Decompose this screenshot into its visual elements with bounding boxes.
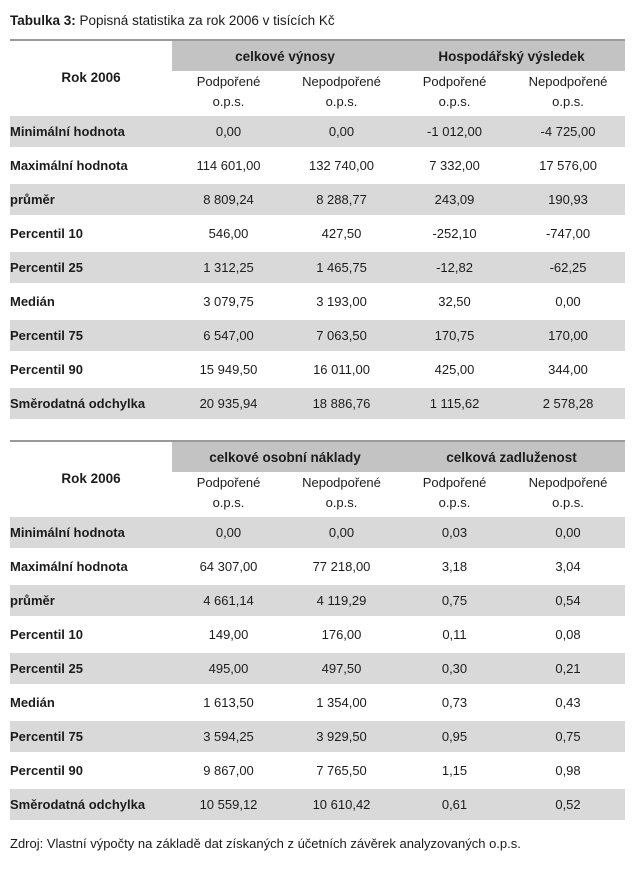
cell-value: 0,00 [172, 115, 285, 149]
corner-header: Rok 2006 [10, 441, 172, 516]
cell-value: 425,00 [398, 353, 511, 387]
cell-value: -1 012,00 [398, 115, 511, 149]
group-header-row [10, 441, 625, 472]
row-label: Maximální hodnota [10, 149, 172, 183]
source-note: Zdroj: Vlastní výpočty na základě dat získaných z účetních závěrek analyzovaných o.p.s. [10, 836, 521, 851]
cell-value: 0,43 [511, 686, 625, 720]
cell-value: 18 886,76 [285, 387, 398, 421]
table-row [10, 285, 625, 319]
group-header: celkové osobní náklady [172, 441, 398, 472]
sub-header: Nepodpořené o.p.s. [511, 472, 625, 516]
cell-value: 0,00 [511, 285, 625, 319]
group-header: celkové výnosy [172, 40, 398, 71]
table-row [10, 149, 625, 183]
row-label: Minimální hodnota [10, 115, 172, 149]
table-row [10, 516, 625, 550]
cell-value: -747,00 [511, 217, 625, 251]
cell-value: 497,50 [285, 652, 398, 686]
table-row [10, 788, 625, 822]
cell-value: 0,00 [172, 516, 285, 550]
table-row [10, 720, 625, 754]
cell-value: 427,50 [285, 217, 398, 251]
table-caption [10, 12, 625, 30]
cell-value: 0,95 [398, 720, 511, 754]
cell-value: 132 740,00 [285, 149, 398, 183]
cell-value: 0,61 [398, 788, 511, 822]
row-label: Medián [10, 285, 172, 319]
cell-value: -62,25 [511, 251, 625, 285]
row-label: Percentil 75 [10, 319, 172, 353]
row-label: Percentil 10 [10, 618, 172, 652]
cell-value: 3 079,75 [172, 285, 285, 319]
cell-value: -252,10 [398, 217, 511, 251]
cell-value: 0,98 [511, 754, 625, 788]
cell-value: 170,00 [511, 319, 625, 353]
table-row [10, 251, 625, 285]
row-label: Percentil 25 [10, 652, 172, 686]
cell-value: 4 661,14 [172, 584, 285, 618]
stats-table-costs-debt [10, 440, 625, 823]
cell-value: 8 809,24 [172, 183, 285, 217]
table-row [10, 754, 625, 788]
cell-value: 0,00 [511, 516, 625, 550]
cell-value: 190,93 [511, 183, 625, 217]
row-label: průměr [10, 183, 172, 217]
row-label: Percentil 90 [10, 754, 172, 788]
cell-value: 0,11 [398, 618, 511, 652]
row-label: Směrodatná odchylka [10, 387, 172, 421]
cell-value: 170,75 [398, 319, 511, 353]
cell-value: -12,82 [398, 251, 511, 285]
sub-header: Nepodpořené o.p.s. [285, 472, 398, 516]
cell-value: 3 193,00 [285, 285, 398, 319]
table-caption-text: Popisná statistika za rok 2006 v tisících Kč [75, 13, 335, 28]
sub-header: Podpořené o.p.s. [172, 472, 285, 516]
cell-value: 1 354,00 [285, 686, 398, 720]
cell-value: 0,08 [511, 618, 625, 652]
table-caption-number: Tabulka 3: [10, 13, 76, 28]
cell-value: 344,00 [511, 353, 625, 387]
cell-value: 0,03 [398, 516, 511, 550]
cell-value: 0,54 [511, 584, 625, 618]
row-label: Maximální hodnota [10, 550, 172, 584]
cell-value: 1,15 [398, 754, 511, 788]
cell-value: 64 307,00 [172, 550, 285, 584]
sub-header: Nepodpořené o.p.s. [285, 71, 398, 115]
row-label: Minimální hodnota [10, 516, 172, 550]
corner-header: Rok 2006 [10, 40, 172, 115]
table-row [10, 183, 625, 217]
row-label: Percentil 90 [10, 353, 172, 387]
cell-value: 4 119,29 [285, 584, 398, 618]
table-row [10, 319, 625, 353]
cell-value: 10 559,12 [172, 788, 285, 822]
row-label: Směrodatná odchylka [10, 788, 172, 822]
cell-value: 6 547,00 [172, 319, 285, 353]
cell-value: 243,09 [398, 183, 511, 217]
cell-value: 20 935,94 [172, 387, 285, 421]
cell-value: 17 576,00 [511, 149, 625, 183]
cell-value: 15 949,50 [172, 353, 285, 387]
cell-value: 2 578,28 [511, 387, 625, 421]
cell-value: -4 725,00 [511, 115, 625, 149]
table-row [10, 217, 625, 251]
row-label: Percentil 25 [10, 251, 172, 285]
cell-value: 10 610,42 [285, 788, 398, 822]
cell-value: 3,18 [398, 550, 511, 584]
cell-value: 546,00 [172, 217, 285, 251]
cell-value: 1 312,25 [172, 251, 285, 285]
table-row [10, 115, 625, 149]
cell-value: 0,75 [511, 720, 625, 754]
table-row [10, 686, 625, 720]
table-row [10, 387, 625, 421]
group-header-row [10, 40, 625, 71]
stats-table-revenues [10, 39, 625, 422]
cell-value: 3,04 [511, 550, 625, 584]
cell-value: 0,00 [285, 115, 398, 149]
cell-value: 114 601,00 [172, 149, 285, 183]
sub-header: Nepodpořené o.p.s. [511, 71, 625, 115]
cell-value: 7 063,50 [285, 319, 398, 353]
cell-value: 16 011,00 [285, 353, 398, 387]
cell-value: 3 929,50 [285, 720, 398, 754]
cell-value: 0,30 [398, 652, 511, 686]
group-header: Hospodářský výsledek [398, 40, 625, 71]
sub-header: Podpořené o.p.s. [398, 472, 511, 516]
cell-value: 0,73 [398, 686, 511, 720]
cell-value: 0,75 [398, 584, 511, 618]
row-label: průměr [10, 584, 172, 618]
cell-value: 7 332,00 [398, 149, 511, 183]
table-row [10, 652, 625, 686]
cell-value: 0,52 [511, 788, 625, 822]
cell-value: 0,00 [285, 516, 398, 550]
cell-value: 8 288,77 [285, 183, 398, 217]
cell-value: 1 115,62 [398, 387, 511, 421]
cell-value: 77 218,00 [285, 550, 398, 584]
cell-value: 9 867,00 [172, 754, 285, 788]
sub-header: Podpořené o.p.s. [398, 71, 511, 115]
cell-value: 176,00 [285, 618, 398, 652]
cell-value: 495,00 [172, 652, 285, 686]
group-header: celková zadluženost [398, 441, 625, 472]
table-row [10, 550, 625, 584]
cell-value: 7 765,50 [285, 754, 398, 788]
cell-value: 149,00 [172, 618, 285, 652]
cell-value: 32,50 [398, 285, 511, 319]
row-label: Percentil 75 [10, 720, 172, 754]
cell-value: 1 613,50 [172, 686, 285, 720]
table-row [10, 618, 625, 652]
table-row [10, 353, 625, 387]
row-label: Medián [10, 686, 172, 720]
cell-value: 0,21 [511, 652, 625, 686]
sub-header: Podpořené o.p.s. [172, 71, 285, 115]
table-row [10, 584, 625, 618]
row-label: Percentil 10 [10, 217, 172, 251]
cell-value: 3 594,25 [172, 720, 285, 754]
cell-value: 1 465,75 [285, 251, 398, 285]
